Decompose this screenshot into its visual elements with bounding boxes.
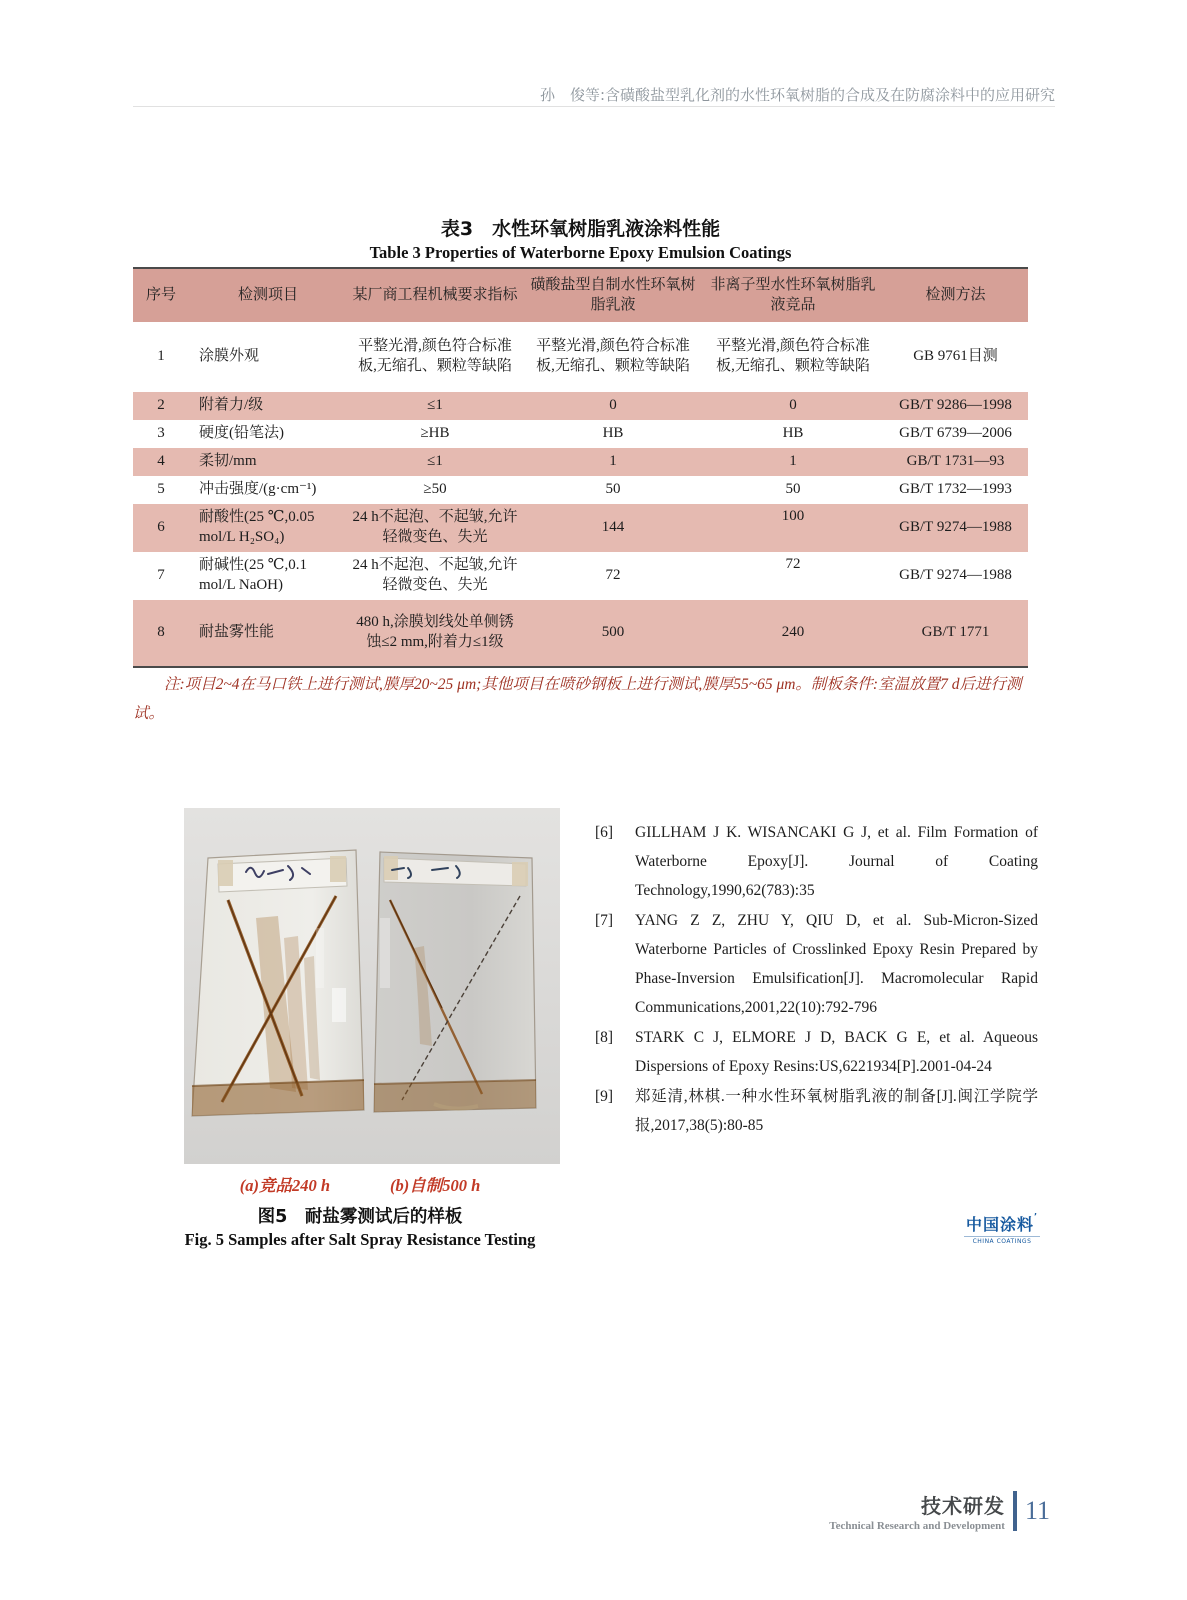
table-cell: GB/T 1731—93: [883, 448, 1028, 476]
table-cell: ≥HB: [420, 425, 450, 442]
table-cell: GB/T 9286—1998: [883, 392, 1028, 420]
figure-caption-en: Fig. 5 Samples after Salt Spray Resistance Testing: [184, 1230, 536, 1249]
table-cell: ≤1: [347, 392, 523, 420]
table-title-cn: 表3 水性环氧树脂乳液涂料性能: [440, 218, 721, 240]
table-cell: 6: [133, 504, 189, 552]
footer-divider-bar: [1013, 1491, 1017, 1531]
column-header-5: 检测方法: [883, 268, 1028, 322]
figure-subcaption-a: (a)竞品240 h: [239, 1176, 330, 1195]
table-cell: 硬度(铅笔法): [199, 425, 284, 442]
table-cell: 1: [523, 448, 703, 476]
table-cell: GB/T 9274—1988: [899, 567, 1012, 584]
reference-text: YANG Z Z, ZHU Y, QIU D, et al. Sub-Micron-Sized Waterborne Particles of Crosslinked Epoxy Resin Prepared by Phase-Inversion Emulsification[J]. Macromolecular Rapid Communications,2001,22(10):792-796: [635, 912, 1038, 1016]
table-cell: GB/T 9274—1988: [883, 504, 1028, 552]
table-cell: 耐碱性(25 ℃,0.1 mol/L NaOH): [199, 557, 308, 593]
reference-label: [6]: [595, 824, 614, 841]
table-cell: 500: [523, 600, 703, 667]
table-cell: 1: [703, 448, 883, 476]
reference-label: [8]: [595, 1029, 614, 1046]
column-header-0: 序号: [133, 268, 189, 322]
footer-section-cn: 技术研发: [920, 1494, 1005, 1518]
table-cell: 240: [703, 600, 883, 667]
table-cell: 涂膜外观: [199, 348, 260, 365]
table-cell: 附着力/级: [189, 392, 347, 420]
salt-spray-photo-svg: [184, 808, 560, 1164]
table-cell: 144: [523, 504, 703, 552]
reference-label: [9]: [595, 1088, 614, 1105]
table-cell: GB/T 1732—1993: [899, 481, 1012, 498]
header-divider: [133, 106, 1055, 107]
table-header: [133, 268, 1028, 322]
table-cell: HB: [782, 425, 804, 442]
table-cell: 72: [785, 556, 801, 572]
footer-section-en: Technical Research and Development: [829, 1520, 1005, 1532]
table-cell: 2: [133, 392, 189, 420]
table-cell: 耐酸性(25 ℃,0.05 mol/L H₂SO₄): [189, 504, 347, 552]
table-cell: 平整光滑,颜色符合标准板,无缩孔、颗粒等缺陷: [536, 338, 690, 374]
table-cell: 平整光滑,颜色符合标准板,无缩孔、颗粒等缺陷: [716, 338, 870, 374]
reference-item: [595, 818, 1038, 905]
table-cell: 0: [703, 392, 883, 420]
table-cell: 7: [157, 567, 165, 584]
table-row: [133, 552, 1028, 600]
properties-table-wrap: [133, 267, 1028, 668]
reference-text: 郑延清,林棋.一种水性环氧树脂乳液的制备[J].闽江学院学报,2017,38(5):80-85: [635, 1088, 1038, 1134]
table-cell: GB/T 1771: [883, 600, 1028, 667]
table-cell: 100: [703, 504, 883, 552]
table-cell: ≥50: [423, 481, 447, 498]
footer-section: [829, 1490, 1005, 1532]
reference-text: GILLHAM J K. WISANCAKI G J, et al. Film Formation of Waterborne Epoxy[J]. Journal of Coating Technology,1990,62(783):35: [635, 824, 1038, 899]
china-coatings-logo: [962, 1212, 1042, 1245]
table-cell: 冲击强度/(g·cm⁻¹): [199, 481, 317, 498]
figure-subcaptions: [150, 1172, 570, 1196]
table-cell: 4: [133, 448, 189, 476]
table-cell: 24 h不起泡、不起皱,允许轻微变色、失光: [352, 557, 518, 593]
logo-rule: [964, 1236, 1040, 1237]
table-cell: 50: [785, 481, 801, 498]
page-footer: [690, 1490, 1050, 1532]
reference-item: [595, 906, 1038, 1022]
column-header-4: 非离子型水性环氧树脂乳液竞品: [703, 268, 883, 322]
page-number: 11: [1024, 1496, 1050, 1525]
table-cell: 5: [157, 481, 165, 498]
table-cell: 50: [605, 481, 621, 498]
table-row: [133, 420, 1028, 448]
table-cell: ≤1: [347, 448, 523, 476]
table-cell: 8: [133, 600, 189, 667]
table-cell: 耐盐雾性能: [189, 600, 347, 667]
column-header-1: 检测项目: [189, 268, 347, 322]
table-cell: 0: [523, 392, 703, 420]
references-list: [595, 818, 1038, 1141]
table-row: [133, 504, 1028, 552]
logo-text-cn: 中国涂料’: [965, 1212, 1039, 1234]
table-row: [133, 392, 1028, 420]
table-row: [133, 322, 1028, 392]
table-row: [133, 448, 1028, 476]
table-cell: 柔韧/mm: [189, 448, 347, 476]
properties-table: [133, 267, 1028, 668]
table-title-en: Table 3 Properties of Waterborne Epoxy Emulsion Coatings: [369, 243, 792, 262]
column-header-2: 某厂商工程机械要求指标: [347, 268, 523, 322]
reference-item: [595, 1023, 1038, 1081]
reference-label: [7]: [595, 912, 614, 929]
table-cell: 平整光滑,颜色符合标准板,无缩孔、颗粒等缺陷: [358, 338, 512, 374]
figure-subcaption-b: (b)自制500 h: [390, 1176, 481, 1195]
reference-text: STARK C J, ELMORE J D, BACK G E, et al. Aqueous Dispersions of Epoxy Resins:US,6221934[P].2001-04-24: [635, 1029, 1038, 1075]
logo-trademark: ’: [1033, 1212, 1039, 1221]
table-cell: 24 h不起泡、不起皱,允许轻微变色、失光: [347, 504, 523, 552]
table-cell: 1: [157, 348, 165, 365]
running-head: 孙 俊等:含磺酸盐型乳化剂的水性环氧树脂的合成及在防腐涂料中的应用研究: [539, 86, 1055, 104]
table-note: 注:项目2~4在马口铁上进行测试,膜厚20~25 μm;其他项目在喷砂钢板上进行测试,膜厚55~65 μm。制板条件:室温放置7 d后进行测试。: [133, 676, 1022, 723]
salt-spray-photo: [184, 808, 560, 1164]
column-header-3: 磺酸盐型自制水性环氧树脂乳液: [523, 268, 703, 322]
table-cell: GB/T 6739—2006: [899, 425, 1012, 442]
table-cell: 3: [157, 425, 165, 442]
table-cell: 480 h,涂膜划线处单侧锈蚀≤2 mm,附着力≤1级: [347, 600, 523, 667]
figure-caption-cn: 图5 耐盐雾测试后的样板: [257, 1207, 463, 1227]
reference-item: [595, 1082, 1038, 1140]
table-cell: GB 9761目测: [913, 348, 998, 365]
logo-text-en: CHINA COATINGS: [972, 1238, 1032, 1245]
table-row: [133, 476, 1028, 504]
table-cell: 72: [605, 567, 621, 584]
table-row: [133, 600, 1028, 667]
table-cell: HB: [602, 425, 624, 442]
